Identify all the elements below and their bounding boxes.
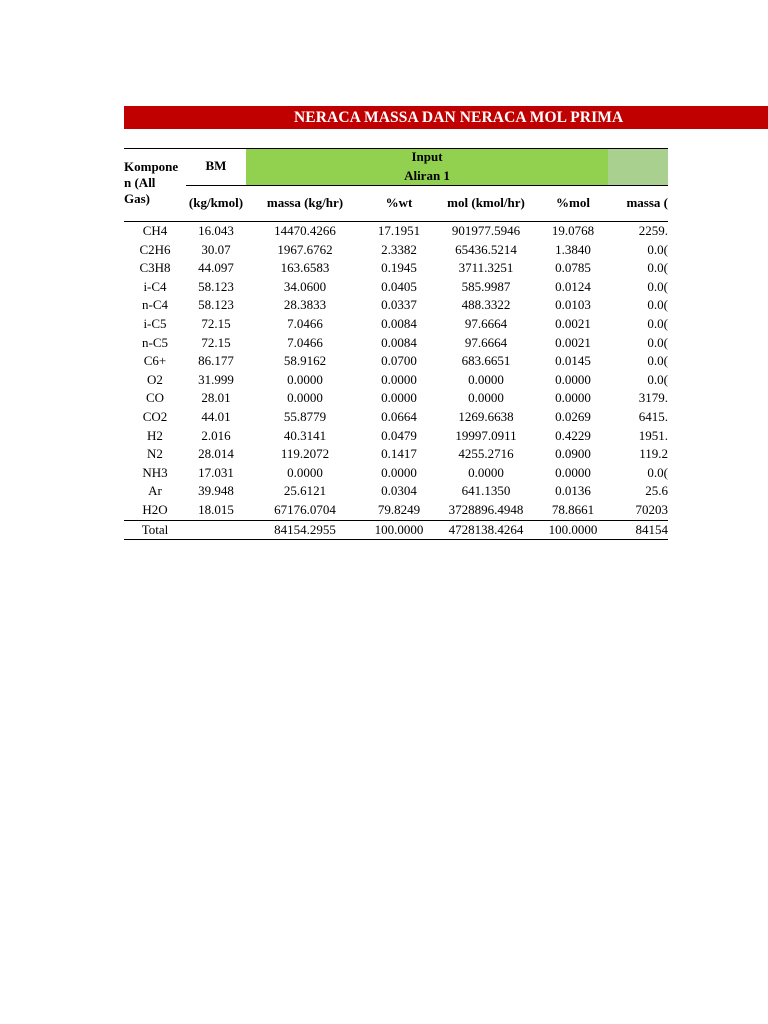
data-rows [124, 222, 668, 540]
wt-cell: 0.0405 [381, 278, 417, 294]
mol-cell: 97.6664 [464, 315, 508, 331]
mol-cell: 683.6651 [461, 353, 511, 369]
bm-cell: 39.948 [198, 483, 234, 499]
massa-out-cell: 0.0( [647, 315, 668, 331]
wt-cell: 17.1951 [377, 223, 421, 238]
massa-cell: 14470.4266 [274, 223, 336, 238]
table-row [124, 278, 668, 297]
pmol-cell: 0.0000 [555, 371, 591, 387]
bm-cell: 18.015 [198, 501, 234, 517]
massa-out-cell: 0.0( [647, 334, 668, 350]
bm-cell: 44.01 [201, 408, 231, 424]
pmol-cell: 19.0768 [551, 223, 595, 238]
massa-out-cell: 0.0( [647, 353, 668, 369]
komponen-cell: C2H6 [139, 241, 171, 257]
massa-out-cell: 119.2 [639, 446, 668, 462]
mol-cell: 0.0000 [468, 371, 504, 387]
massa-out-cell: 0.0( [647, 297, 668, 313]
total-bottom-border [124, 539, 668, 540]
massa-cell: 28.3833 [283, 297, 327, 313]
pmol-cell: 0.4229 [555, 427, 591, 443]
massa-out-cell: 25.6 [645, 483, 668, 499]
mol-cell: 3711.3251 [458, 260, 514, 276]
massa-out-cell: 0.0( [647, 278, 668, 294]
table-row [124, 315, 668, 334]
bm-cell: 30.07 [201, 241, 231, 257]
bm-header: BM [205, 158, 227, 173]
aliran-header: Aliran 1 [404, 168, 450, 183]
wt-cell: 0.0664 [381, 408, 417, 424]
wt-cell: 0.0304 [381, 483, 417, 499]
massa-out-cell: 0.0( [647, 371, 668, 387]
table-row [124, 241, 668, 260]
table-row [124, 445, 668, 464]
table-row [124, 408, 668, 427]
total-massa-out-cell: 84154 [635, 521, 668, 537]
table-row [124, 482, 668, 501]
pmol-cell: 0.0021 [555, 334, 591, 350]
bm-cell: 58.123 [198, 278, 234, 294]
massa-cell: 0.0000 [287, 371, 323, 387]
komponen-cell: H2 [147, 427, 163, 443]
mol-cell: 585.9987 [461, 278, 511, 294]
wt-cell: 0.0084 [381, 334, 417, 350]
pmol-cell: 0.0269 [555, 408, 591, 424]
bm-cell: 72.15 [201, 315, 231, 331]
komponen-line-1: Kompone [124, 159, 179, 174]
massa-cell: 1967.6762 [277, 241, 333, 257]
total-row [124, 521, 668, 540]
bm-cell: 58.123 [198, 297, 234, 313]
wt-cell: 0.0700 [381, 353, 417, 369]
komponen-cell: n-C4 [142, 297, 168, 313]
wt-cell: 0.1945 [381, 260, 417, 276]
table-row [124, 259, 668, 278]
pmol-header: %mol [556, 195, 590, 210]
massa-cell: 58.9162 [283, 353, 327, 369]
massa-cell: 40.3141 [283, 427, 327, 443]
komponen-cell: Ar [148, 483, 162, 499]
massa-cell: 55.8779 [283, 408, 327, 424]
pmol-cell: 0.0103 [555, 297, 591, 313]
bm-cell: 2.016 [201, 427, 231, 443]
pmol-cell: 0.0124 [555, 278, 591, 294]
mol-cell: 3728896.4948 [448, 501, 524, 517]
pmol-cell: 0.0145 [555, 353, 591, 369]
komponen-cell: i-C4 [143, 278, 167, 294]
bm-cell: 28.014 [198, 446, 234, 462]
komponen-cell: O2 [147, 371, 163, 387]
wt-cell: 0.0000 [381, 371, 417, 387]
wt-cell: 0.0084 [381, 315, 417, 331]
massa-cell: 7.0466 [287, 315, 323, 331]
table-row [124, 464, 668, 483]
massa-cell: 0.0000 [287, 390, 323, 406]
komponen-cell: CO [145, 390, 165, 406]
massa-out-cell: 6415. [638, 408, 668, 424]
header-mid-border [186, 185, 668, 186]
pmol-cell: 0.0000 [555, 464, 591, 480]
spreadsheet-sheet [124, 106, 768, 546]
massa-header: massa (kg/hr) [266, 195, 344, 210]
massa-cell: 67176.0704 [274, 501, 336, 517]
pmol-cell: 0.0785 [555, 260, 591, 276]
bm-cell: 28.01 [201, 390, 231, 406]
pmol-cell: 0.0021 [555, 315, 591, 331]
pmol-cell: 1.3840 [555, 241, 591, 257]
massa-out-cell: 70203 [635, 501, 668, 517]
massa-cell: 25.6121 [283, 483, 327, 499]
sheet-title: NERACA MASSA DAN NERACA MOL PRIMA [124, 106, 768, 129]
komponen-cell: C3H8 [139, 260, 171, 276]
komponen-cell: N2 [147, 446, 163, 462]
total-mol-cell: 4728138.4264 [448, 521, 524, 537]
input-header: Input [411, 149, 443, 164]
massa-cell: 7.0466 [287, 334, 323, 350]
komponen-header [124, 159, 186, 207]
massa-out-cell: 0.0( [647, 241, 668, 257]
pmol-cell: 0.0900 [555, 446, 591, 462]
table-row [124, 222, 668, 241]
pmol-cell: 0.0000 [555, 390, 591, 406]
total-wt-cell: 100.0000 [374, 521, 424, 537]
total-bm-cell [186, 521, 246, 540]
komponen-cell: n-C5 [142, 334, 168, 350]
bm-cell: 16.043 [198, 223, 234, 238]
table-row [124, 334, 668, 353]
table-row [124, 371, 668, 390]
bm-cell: 72.15 [201, 334, 231, 350]
pmol-cell: 78.8661 [551, 501, 595, 517]
mol-cell: 0.0000 [468, 464, 504, 480]
bm-cell: 44.097 [198, 260, 234, 276]
komponen-line-3: Gas) [124, 191, 150, 206]
mol-cell: 4255.2716 [458, 446, 514, 462]
massa-cell: 0.0000 [287, 464, 323, 480]
massa-out-cell: 0.0( [647, 464, 668, 480]
wt-cell: 0.0479 [381, 427, 417, 443]
bm-unit-header: (kg/kmol) [188, 195, 244, 210]
table-row [124, 427, 668, 446]
massa-out-cell: 1951. [638, 427, 668, 443]
massa-out-cell: 3179. [638, 390, 668, 406]
massa-cell: 34.0600 [283, 278, 327, 294]
mol-cell: 19997.0911 [455, 427, 517, 443]
total-massa-cell: 84154.2955 [274, 521, 336, 537]
total-pmol-cell: 100.0000 [548, 521, 598, 537]
wt-cell: 79.8249 [377, 501, 421, 517]
wt-cell: 0.1417 [381, 446, 417, 462]
bm-cell: 31.999 [198, 371, 234, 387]
komponen-cell: CH4 [142, 223, 168, 238]
komponen-cell: H2O [142, 501, 168, 517]
massa-cell: 163.6583 [280, 260, 330, 276]
wt-header: %wt [385, 195, 413, 210]
massa-cell: 119.2072 [280, 446, 330, 462]
table-row [124, 296, 668, 315]
output-header-fill [608, 148, 668, 185]
mol-cell: 901977.5946 [451, 223, 521, 238]
komponen-cell: CO2 [142, 408, 168, 424]
pmol-cell: 0.0136 [555, 483, 591, 499]
wt-cell: 0.0000 [381, 464, 417, 480]
komponen-cell: C6+ [143, 353, 167, 369]
mol-header: mol (kmol/hr) [447, 195, 525, 210]
wt-cell: 0.0000 [381, 390, 417, 406]
table-row [124, 501, 668, 520]
wt-cell: 0.0337 [381, 297, 417, 313]
total-top-border [124, 520, 668, 521]
table-row [124, 352, 668, 371]
komponen-line-2: n (All [124, 175, 156, 190]
mol-cell: 0.0000 [468, 390, 504, 406]
table-row [124, 389, 668, 408]
bm-cell: 86.177 [198, 353, 234, 369]
mol-cell: 97.6664 [464, 334, 508, 350]
mol-cell: 641.1350 [461, 483, 511, 499]
bm-cell: 17.031 [198, 464, 234, 480]
wt-cell: 2.3382 [381, 241, 417, 257]
mol-cell: 488.3322 [461, 297, 511, 313]
total-komponen-cell: Total [141, 521, 169, 537]
mol-cell: 1269.6638 [458, 408, 514, 424]
mol-cell: 65436.5214 [455, 241, 517, 257]
massa-out-cell: 2259. [638, 223, 668, 238]
komponen-cell: i-C5 [143, 315, 167, 331]
komponen-cell: NH3 [142, 464, 168, 480]
massa-output-header: massa ( [626, 195, 668, 210]
massa-out-cell: 0.0( [647, 260, 668, 276]
